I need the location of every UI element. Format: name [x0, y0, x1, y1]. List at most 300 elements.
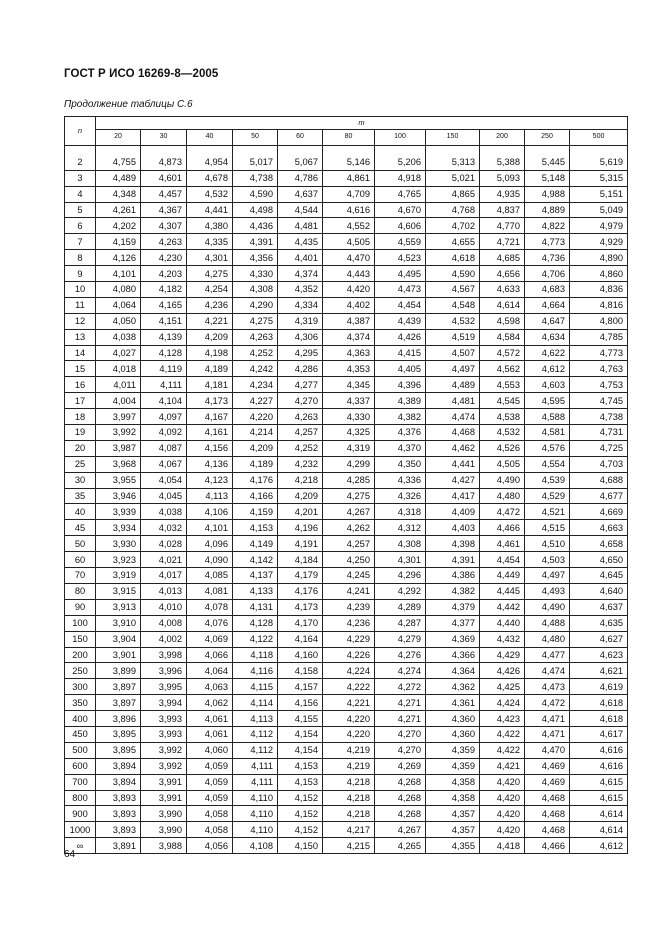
- table-cell: 4,330: [233, 266, 278, 282]
- table-cell: 4,270: [278, 393, 323, 409]
- table-cell: 3,987: [96, 440, 141, 456]
- table-cell: 4,567: [426, 282, 480, 298]
- table-cell: 4,360: [426, 711, 480, 727]
- table-cell: 4,650: [570, 552, 628, 568]
- table-cell: 4,224: [323, 663, 375, 679]
- table-row: [65, 679, 628, 695]
- table-cell: 4,590: [426, 266, 480, 282]
- table-cell: 4,425: [480, 679, 525, 695]
- table-cell: 4,462: [426, 440, 480, 456]
- table-cell: 4,449: [480, 568, 525, 584]
- table-cell: 4,677: [570, 488, 628, 504]
- table-cell: 3,997: [96, 409, 141, 425]
- table-cell: 4,152: [278, 790, 323, 806]
- table-row: [65, 456, 628, 472]
- table-cell: 4,232: [278, 456, 323, 472]
- table-cell: 4,415: [375, 345, 426, 361]
- table-cell: 4,615: [570, 774, 628, 790]
- column-header-m-30: 30: [141, 130, 187, 146]
- table-cell: 4,111: [233, 758, 278, 774]
- table-cell: 4,454: [375, 297, 426, 313]
- table-cell: 4,469: [525, 774, 570, 790]
- table-cell: 4,490: [480, 472, 525, 488]
- table-cell: 3,998: [141, 647, 187, 663]
- table-cell: 4,289: [375, 599, 426, 615]
- table-cell: 3,990: [141, 806, 187, 822]
- table-cell: 4,301: [187, 250, 233, 266]
- table-cell: 4,466: [525, 838, 570, 854]
- table-cell: 4,218: [323, 806, 375, 822]
- table-cell: 3,894: [96, 774, 141, 790]
- table-cell: 4,480: [480, 488, 525, 504]
- table-cell: 3,893: [96, 790, 141, 806]
- table-cell: 3,923: [96, 552, 141, 568]
- table-row: [65, 202, 628, 218]
- table-cell: 4,929: [570, 234, 628, 250]
- table-cell: 4,150: [278, 838, 323, 854]
- table-cell: 4,364: [426, 663, 480, 679]
- table-cell: 4,157: [278, 679, 323, 695]
- table-cell: 4,669: [570, 504, 628, 520]
- table-cell: 4,358: [426, 790, 480, 806]
- table-row: [65, 313, 628, 329]
- table-cell: 4,219: [323, 742, 375, 758]
- table-cell: 4,436: [233, 218, 278, 234]
- table-cell: 4,663: [570, 520, 628, 536]
- table-row: [65, 377, 628, 393]
- table-row: [65, 282, 628, 298]
- table-cell: 4,308: [233, 282, 278, 298]
- table-cell: 4,330: [323, 409, 375, 425]
- table-cell: 4,773: [525, 234, 570, 250]
- row-label-n: 5: [65, 202, 96, 218]
- table-cell: 3,891: [96, 838, 141, 854]
- table-cell: 4,800: [570, 313, 628, 329]
- table-row: [65, 218, 628, 234]
- table-cell: 4,357: [426, 822, 480, 838]
- table-cell: 4,873: [141, 155, 187, 170]
- table-cell: 4,401: [278, 250, 323, 266]
- table-cell: 4,495: [375, 266, 426, 282]
- table-cell: 4,219: [323, 758, 375, 774]
- table-cell: 4,263: [278, 409, 323, 425]
- table-cell: 4,656: [480, 266, 525, 282]
- table-cell: 4,472: [480, 504, 525, 520]
- table-cell: 4,227: [233, 393, 278, 409]
- table-cell: 4,389: [375, 393, 426, 409]
- table-cell: 4,126: [96, 250, 141, 266]
- table-cell: 4,420: [480, 774, 525, 790]
- table-cell: 4,773: [570, 345, 628, 361]
- table-cell: 4,889: [525, 202, 570, 218]
- column-header-m-40: 40: [187, 130, 233, 146]
- table-cell: 4,469: [525, 758, 570, 774]
- table-cell: 4,468: [525, 806, 570, 822]
- table-cell: 4,250: [323, 552, 375, 568]
- table-cell: 4,559: [375, 234, 426, 250]
- table-cell: 4,836: [570, 282, 628, 298]
- table-cell: 4,420: [480, 790, 525, 806]
- table-row: [65, 742, 628, 758]
- table-cell: 4,440: [480, 615, 525, 631]
- table-row: [65, 695, 628, 711]
- table-cell: 4,615: [570, 790, 628, 806]
- table-cell: 4,614: [570, 822, 628, 838]
- table-cell: 4,267: [375, 822, 426, 838]
- table-cell: 4,603: [525, 377, 570, 393]
- table-cell: 4,614: [570, 806, 628, 822]
- table-cell: 4,276: [375, 647, 426, 663]
- row-label-n: 350: [65, 695, 96, 711]
- table-cell: 3,913: [96, 599, 141, 615]
- table-cell: 4,191: [278, 536, 323, 552]
- table-header-row-top: [65, 117, 628, 130]
- table-cell: 4,196: [278, 520, 323, 536]
- table-row: [65, 186, 628, 202]
- table-cell: 4,432: [480, 631, 525, 647]
- table-cell: 4,287: [375, 615, 426, 631]
- table-cell: 4,270: [375, 742, 426, 758]
- table-cell: 4,655: [426, 234, 480, 250]
- table-cell: 4,979: [570, 218, 628, 234]
- table-row: [65, 615, 628, 631]
- row-label-n: 15: [65, 361, 96, 377]
- table-cell: 4,417: [426, 488, 480, 504]
- table-cell: 4,161: [187, 425, 233, 441]
- table-cell: 4,523: [375, 250, 426, 266]
- table-row: [65, 790, 628, 806]
- table-cell: 3,910: [96, 615, 141, 631]
- table-cell: 4,101: [187, 520, 233, 536]
- table-cell: 5,206: [375, 155, 426, 170]
- table-cell: 4,058: [187, 806, 233, 822]
- table-cell: 4,017: [141, 568, 187, 584]
- table-cell: 4,312: [375, 520, 426, 536]
- table-cell: 4,721: [480, 234, 525, 250]
- table-cell: 4,203: [141, 266, 187, 282]
- table-cell: 4,358: [426, 774, 480, 790]
- table-cell: 4,606: [375, 218, 426, 234]
- table-cell: 4,489: [426, 377, 480, 393]
- spacer-cell: [525, 145, 570, 155]
- column-header-m-20: 20: [96, 130, 141, 146]
- table-cell: 4,113: [233, 711, 278, 727]
- row-label-n: ∞: [65, 838, 96, 854]
- spacer-cell: [375, 145, 426, 155]
- table-cell: 4,110: [233, 790, 278, 806]
- table-cell: 4,242: [233, 361, 278, 377]
- table-cell: 4,112: [233, 726, 278, 742]
- table-cell: 4,189: [187, 361, 233, 377]
- table-cell: 4,683: [525, 282, 570, 298]
- table-cell: 4,488: [525, 615, 570, 631]
- table-cell: 4,688: [570, 472, 628, 488]
- table-cell: 5,619: [570, 155, 628, 170]
- table-row: [65, 345, 628, 361]
- table-cell: 5,313: [426, 155, 480, 170]
- table-cell: 4,461: [480, 536, 525, 552]
- table-cell: 4,056: [187, 838, 233, 854]
- table-cell: 3,946: [96, 488, 141, 504]
- table-header-row-columns: [65, 130, 628, 146]
- table-cell: 3,897: [96, 695, 141, 711]
- table-cell: 3,904: [96, 631, 141, 647]
- table-cell: 4,290: [233, 297, 278, 313]
- table-cell: 4,257: [323, 536, 375, 552]
- table-cell: 4,220: [323, 726, 375, 742]
- table-cell: 4,230: [141, 250, 187, 266]
- table-cell: 3,996: [141, 663, 187, 679]
- table-cell: 4,623: [570, 647, 628, 663]
- table-cell: 4,131: [233, 599, 278, 615]
- table-cell: 4,111: [233, 774, 278, 790]
- table-cell: 4,507: [426, 345, 480, 361]
- table-cell: 4,296: [375, 568, 426, 584]
- table-cell: 4,032: [141, 520, 187, 536]
- table-cell: 5,445: [525, 155, 570, 170]
- table-cell: 4,355: [426, 838, 480, 854]
- table-cell: 4,426: [375, 329, 426, 345]
- table-cell: 4,149: [233, 536, 278, 552]
- table-row: [65, 472, 628, 488]
- table-cell: 4,170: [278, 615, 323, 631]
- table-cell: 4,265: [375, 838, 426, 854]
- table-cell: 4,619: [570, 679, 628, 695]
- table-cell: 4,263: [141, 234, 187, 250]
- row-label-n: 7: [65, 234, 96, 250]
- table-cell: 4,179: [278, 568, 323, 584]
- table-cell: 4,890: [570, 250, 628, 266]
- table-cell: 4,158: [278, 663, 323, 679]
- table-cell: 4,318: [375, 504, 426, 520]
- table-cell: 3,934: [96, 520, 141, 536]
- table-cell: 4,236: [323, 615, 375, 631]
- table-cell: 3,939: [96, 504, 141, 520]
- table-cell: 5,148: [525, 170, 570, 186]
- table-cell: 4,362: [426, 679, 480, 695]
- table-cell: 4,326: [375, 488, 426, 504]
- table-cell: 4,477: [525, 647, 570, 663]
- table-cell: 3,988: [141, 838, 187, 854]
- table-cell: 4,254: [187, 282, 233, 298]
- table-cell: 4,275: [323, 488, 375, 504]
- table-cell: 4,010: [141, 599, 187, 615]
- table-cell: 3,901: [96, 647, 141, 663]
- table-cell: 4,308: [375, 536, 426, 552]
- table-cell: 4,059: [187, 758, 233, 774]
- table-cell: 4,113: [187, 488, 233, 504]
- table-cell: 4,468: [525, 790, 570, 806]
- table-cell: 4,164: [278, 631, 323, 647]
- table-cell: 4,301: [375, 552, 426, 568]
- table-cell: 4,122: [233, 631, 278, 647]
- table-cell: 4,061: [187, 711, 233, 727]
- table-cell: 4,837: [480, 202, 525, 218]
- table-cell: 4,220: [323, 711, 375, 727]
- table-cell: 4,601: [141, 170, 187, 186]
- table-cell: 4,865: [426, 186, 480, 202]
- table-cell: 4,439: [375, 313, 426, 329]
- table-cell: 4,702: [426, 218, 480, 234]
- row-label-n: 300: [65, 679, 96, 695]
- table-cell: 4,198: [187, 345, 233, 361]
- table-cell: 4,391: [426, 552, 480, 568]
- table-cell: 4,222: [323, 679, 375, 695]
- table-cell: 4,123: [187, 472, 233, 488]
- table-cell: 4,598: [480, 313, 525, 329]
- table-cell: 4,220: [233, 409, 278, 425]
- table-cell: 4,241: [323, 583, 375, 599]
- table-cell: 4,202: [96, 218, 141, 234]
- row-label-n: 500: [65, 742, 96, 758]
- table-cell: 4,069: [187, 631, 233, 647]
- table-cell: 4,119: [141, 361, 187, 377]
- table-row: [65, 552, 628, 568]
- table-row: [65, 711, 628, 727]
- table-cell: 4,076: [187, 615, 233, 631]
- table-row: [65, 536, 628, 552]
- table-cell: 4,398: [426, 536, 480, 552]
- table-cell: 4,554: [525, 456, 570, 472]
- table-cell: 4,612: [570, 838, 628, 854]
- row-label-n: 12: [65, 313, 96, 329]
- table-cell: 4,658: [570, 536, 628, 552]
- table-cell: 4,370: [375, 440, 426, 456]
- table-cell: 3,992: [96, 425, 141, 441]
- row-label-n: 25: [65, 456, 96, 472]
- table-cell: 3,993: [141, 711, 187, 727]
- table-row: [65, 361, 628, 377]
- table-row: [65, 234, 628, 250]
- table-cell: 4,505: [480, 456, 525, 472]
- table-cell: 4,637: [278, 186, 323, 202]
- row-label-n: 700: [65, 774, 96, 790]
- row-label-n: 18: [65, 409, 96, 425]
- table-cell: 4,064: [187, 663, 233, 679]
- table-cell: 4,112: [233, 742, 278, 758]
- table-row: [65, 599, 628, 615]
- row-label-n: 20: [65, 440, 96, 456]
- spacer-cell: [480, 145, 525, 155]
- table-cell: 3,930: [96, 536, 141, 552]
- table-cell: 4,612: [525, 361, 570, 377]
- table-cell: 4,115: [233, 679, 278, 695]
- table-cell: 4,337: [323, 393, 375, 409]
- column-header-m-200: 200: [480, 130, 525, 146]
- table-cell: 4,935: [480, 186, 525, 202]
- table-cell: 4,299: [323, 456, 375, 472]
- table-cell: 4,422: [480, 726, 525, 742]
- table-cell: 5,049: [570, 202, 628, 218]
- table-cell: 4,063: [187, 679, 233, 695]
- table-cell: 4,497: [525, 568, 570, 584]
- table-cell: 4,538: [480, 409, 525, 425]
- spacer-cell: [233, 145, 278, 155]
- table-cell: 4,386: [426, 568, 480, 584]
- table-cell: 4,481: [426, 393, 480, 409]
- spacer-cell: [65, 145, 96, 155]
- table-cell: 4,618: [570, 695, 628, 711]
- table-cell: 4,152: [278, 806, 323, 822]
- row-label-n: 16: [65, 377, 96, 393]
- table-cell: 4,633: [480, 282, 525, 298]
- table-cell: 4,405: [375, 361, 426, 377]
- table-cell: 4,279: [375, 631, 426, 647]
- table-cell: 4,229: [323, 631, 375, 647]
- table-cell: 4,272: [375, 679, 426, 695]
- table-cell: 4,768: [426, 202, 480, 218]
- table-cell: 4,357: [426, 806, 480, 822]
- table-cell: 4,366: [426, 647, 480, 663]
- table-cell: 4,054: [141, 472, 187, 488]
- table-cell: 5,151: [570, 186, 628, 202]
- table-cell: 3,955: [96, 472, 141, 488]
- table-cell: 4,471: [525, 711, 570, 727]
- table-cell: 3,896: [96, 711, 141, 727]
- table-cell: 4,510: [525, 536, 570, 552]
- table-cell: 4,268: [375, 806, 426, 822]
- table-cell: 4,786: [278, 170, 323, 186]
- table-cell: 4,061: [187, 726, 233, 742]
- table-cell: 3,968: [96, 456, 141, 472]
- table-row: [65, 409, 628, 425]
- row-label-n: 90: [65, 599, 96, 615]
- table-cell: 4,118: [233, 647, 278, 663]
- table-cell: 4,319: [278, 313, 323, 329]
- table-cell: 4,572: [480, 345, 525, 361]
- column-header-m-60: 60: [278, 130, 323, 146]
- table-cell: 4,165: [141, 297, 187, 313]
- table-cell: 4,184: [278, 552, 323, 568]
- table-cell: 4,616: [570, 758, 628, 774]
- table-cell: 4,457: [141, 186, 187, 202]
- table-cell: 4,285: [323, 472, 375, 488]
- table-cell: 4,275: [233, 313, 278, 329]
- table-cell: 4,647: [525, 313, 570, 329]
- table-cell: 4,429: [480, 647, 525, 663]
- table-row: [65, 155, 628, 170]
- table-cell: 4,382: [375, 409, 426, 425]
- table-cell: 4,234: [233, 377, 278, 393]
- table-cell: 5,017: [233, 155, 278, 170]
- table-cell: 4,745: [570, 393, 628, 409]
- spacer-cell: [570, 145, 628, 155]
- table-cell: 4,588: [525, 409, 570, 425]
- table-cell: 4,860: [570, 266, 628, 282]
- table-cell: 4,128: [233, 615, 278, 631]
- table-cell: 4,156: [187, 440, 233, 456]
- table-cell: 4,785: [570, 329, 628, 345]
- table-cell: 4,104: [141, 393, 187, 409]
- table-cell: 4,090: [187, 552, 233, 568]
- table-cell: 4,552: [323, 218, 375, 234]
- table-cell: 4,379: [426, 599, 480, 615]
- table-body: [65, 145, 628, 853]
- table-cell: 4,209: [187, 329, 233, 345]
- table-cell: 4,345: [323, 377, 375, 393]
- table-cell: 4,532: [480, 425, 525, 441]
- table-cell: 4,616: [570, 742, 628, 758]
- table-cell: 4,271: [375, 695, 426, 711]
- table-row: [65, 758, 628, 774]
- table-row: [65, 297, 628, 313]
- table-cell: 4,038: [96, 329, 141, 345]
- row-label-n: 40: [65, 504, 96, 520]
- table-cell: 4,382: [426, 583, 480, 599]
- table-cell: 4,004: [96, 393, 141, 409]
- table-cell: 4,155: [278, 711, 323, 727]
- table-cell: 4,474: [426, 409, 480, 425]
